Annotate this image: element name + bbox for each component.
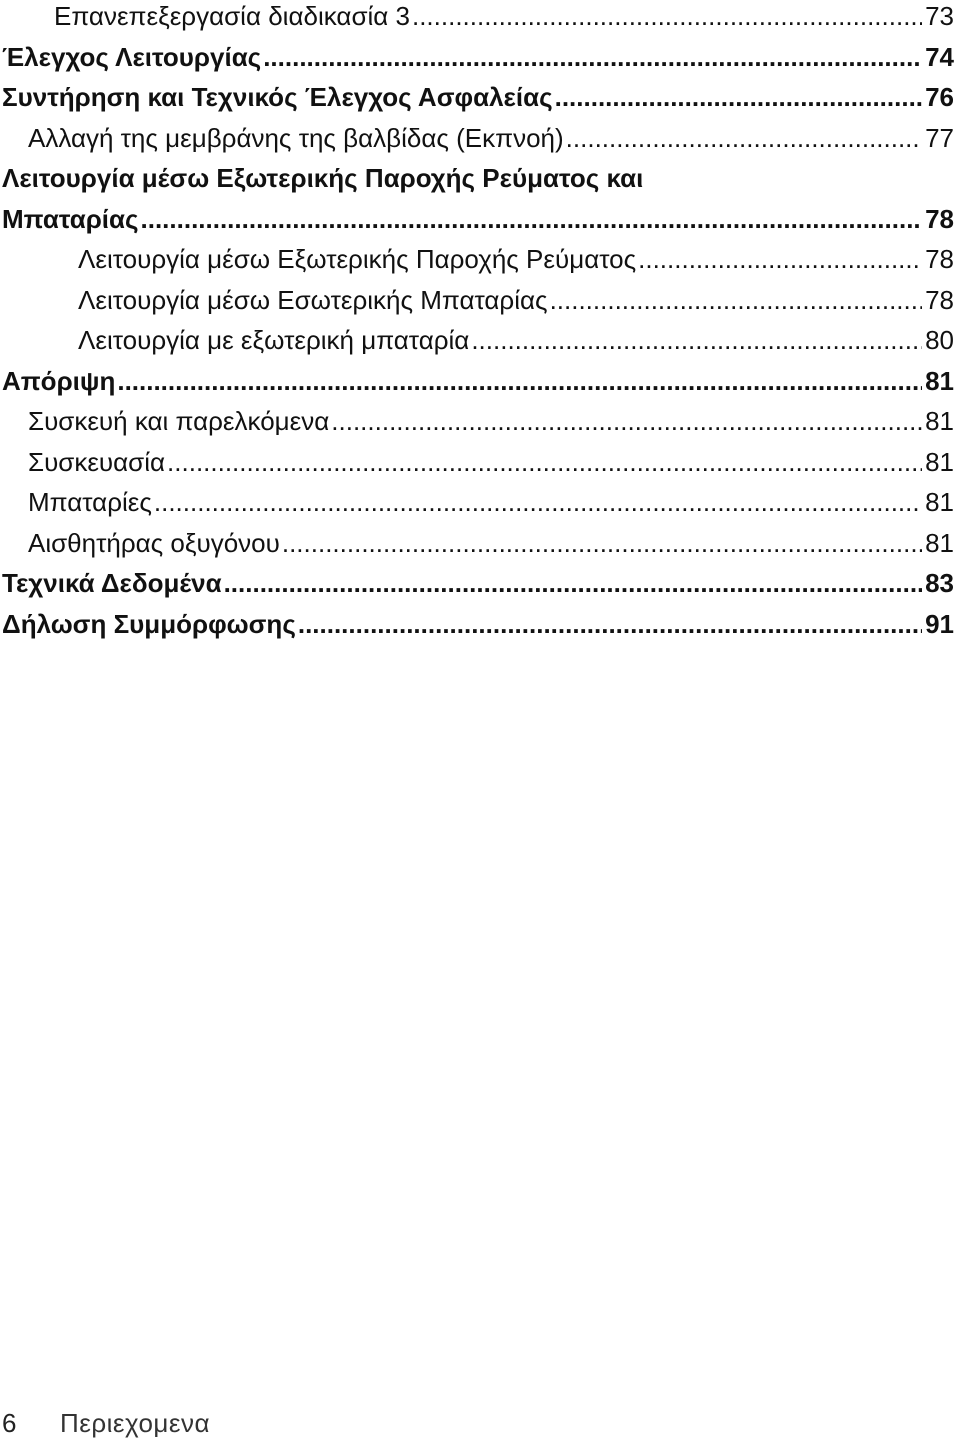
- toc-entry[interactable]: [0, 239, 960, 280]
- toc-leader-dots: [550, 280, 923, 321]
- toc-entry[interactable]: [0, 0, 960, 37]
- toc-entry-title: Λειτουργία με εξωτερική μπαταρία: [78, 325, 470, 355]
- toc-entry-title: Τεχνικά Δεδομένα: [2, 568, 222, 598]
- toc-entry-page: 81: [925, 487, 954, 517]
- toc-entry-page: 78: [925, 284, 954, 315]
- toc-entry[interactable]: [0, 563, 960, 604]
- toc-entry-wrapped[interactable]: [0, 158, 960, 239]
- toc-entry-title: Συσκευασία: [28, 446, 166, 477]
- toc-entry-page: 78: [925, 244, 954, 274]
- toc-entry[interactable]: [0, 361, 960, 402]
- toc-entry-title: Έλεγχος Λειτουργίας: [2, 41, 262, 72]
- toc-entry[interactable]: [0, 37, 960, 78]
- toc-leader-dots: [471, 320, 922, 361]
- toc-entry-page: 81: [925, 365, 954, 396]
- toc-entry-page: 78: [925, 203, 954, 234]
- footer-section-title: Περιεχομενα: [60, 1408, 211, 1438]
- toc-leader-dots: [141, 199, 923, 240]
- toc-entry-title: Δήλωση Συμμόρφωσης: [2, 608, 296, 639]
- toc-entry-title: Αισθητήρας οξυγόνου: [28, 527, 280, 558]
- toc-entry-page: 81: [925, 406, 954, 436]
- toc-leader-dots: [282, 523, 922, 564]
- toc-entry-page: 76: [925, 82, 954, 112]
- toc-entry-second-line: [2, 199, 960, 240]
- toc-entry-title: Επανεπεξεργασία διαδικασία 3: [54, 1, 410, 31]
- toc-entry[interactable]: [0, 482, 960, 523]
- toc-entry-title-line1: Λειτουργία μέσω Εξωτερικής Παροχής Ρεύματος και: [2, 163, 644, 193]
- toc-entry-page: 77: [925, 122, 954, 153]
- toc-entry-title: Μπαταρίες: [28, 487, 152, 517]
- toc-leader-dots: [555, 77, 922, 118]
- toc-entry-title: Συσκευή και παρελκόμενα: [28, 406, 330, 436]
- toc-entry[interactable]: [0, 604, 960, 645]
- toc-entry-title: Απόριψη: [2, 365, 116, 396]
- toc-leader-dots: [224, 563, 923, 604]
- toc-entry[interactable]: [0, 320, 960, 361]
- toc-entry-page: 83: [925, 568, 954, 598]
- toc-leader-dots: [412, 0, 922, 37]
- toc-entry-page: 74: [925, 41, 954, 72]
- toc-entry[interactable]: [0, 401, 960, 442]
- toc-entry-page: 81: [925, 527, 954, 558]
- page-footer: [2, 1408, 210, 1439]
- toc-entry[interactable]: [0, 280, 960, 321]
- toc-entry[interactable]: [0, 118, 960, 159]
- toc-entry[interactable]: [0, 523, 960, 564]
- toc-leader-dots: [263, 37, 922, 78]
- toc-entry-title: Λειτουργία μέσω Εσωτερικής Μπαταρίας: [78, 284, 548, 315]
- footer-page-number: 6: [2, 1408, 17, 1438]
- toc-entry-title: Λειτουργία μέσω Εξωτερικής Παροχής Ρεύματος: [78, 244, 637, 274]
- toc-entry[interactable]: [0, 442, 960, 483]
- toc-entry-page: 73: [925, 1, 954, 31]
- toc-entry-page: 91: [925, 608, 954, 639]
- table-of-contents: [0, 0, 960, 644]
- toc-leader-dots: [154, 482, 922, 523]
- toc-entry-title: Συντήρηση και Τεχνικός Έλεγχος Ασφαλείας: [2, 82, 553, 112]
- toc-leader-dots: [167, 442, 922, 483]
- toc-leader-dots: [638, 239, 922, 280]
- toc-leader-dots: [331, 401, 922, 442]
- toc-entry[interactable]: [0, 77, 960, 118]
- toc-leader-dots: [566, 118, 922, 159]
- toc-entry-title-line2: Μπαταρίας: [2, 203, 139, 234]
- toc-leader-dots: [117, 361, 922, 402]
- toc-entry-page: 81: [925, 446, 954, 477]
- toc-entry-page: 80: [925, 325, 954, 355]
- toc-leader-dots: [298, 604, 922, 645]
- toc-entry-title: Αλλαγή της μεμβράνης της βαλβίδας (Εκπνοή): [28, 122, 564, 153]
